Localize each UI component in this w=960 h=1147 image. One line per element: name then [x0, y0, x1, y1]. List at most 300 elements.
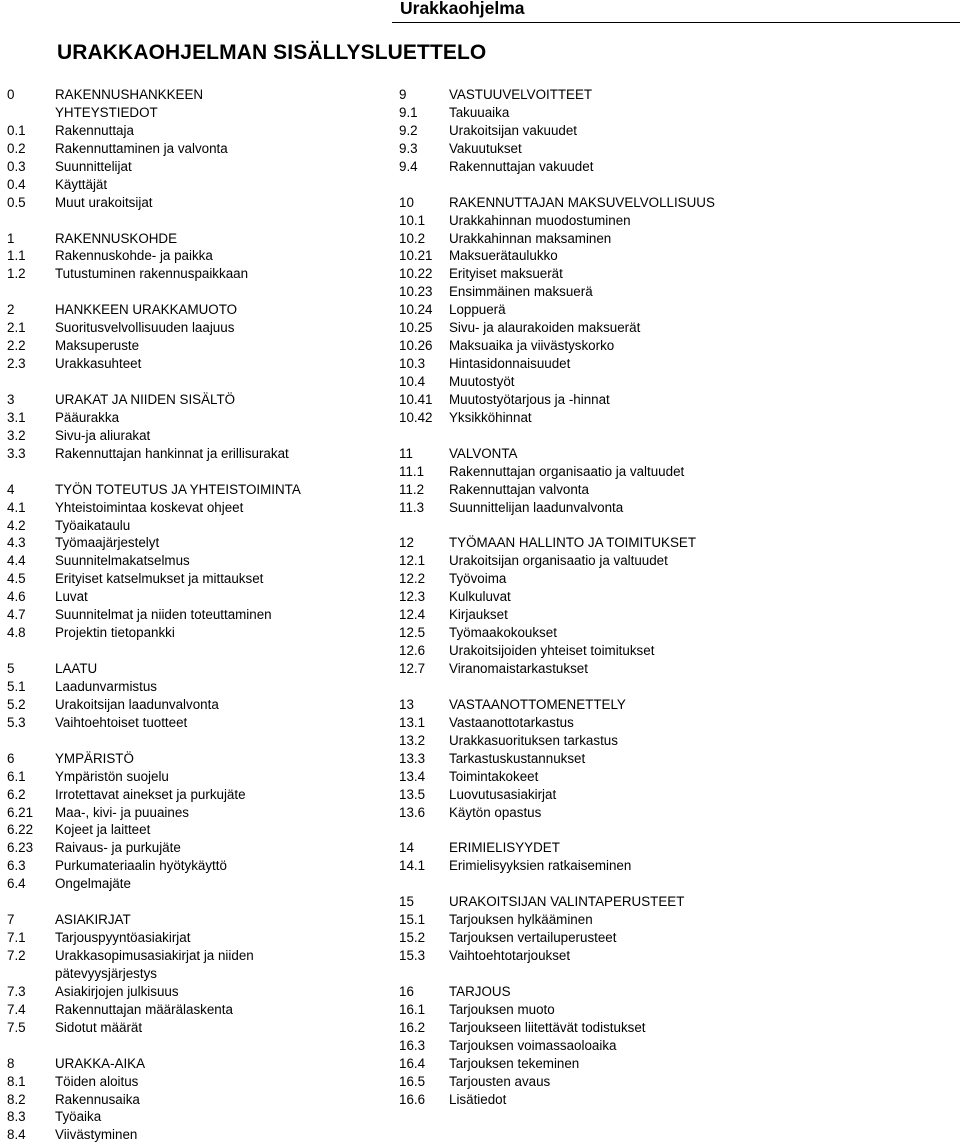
toc-entry-number: 14.1: [399, 858, 426, 874]
toc-entry-number: 2.1: [7, 320, 26, 336]
toc-spacer: [399, 678, 960, 696]
toc-entry-title: Rakennuttajan hankinnat ja erillisurakat: [55, 445, 289, 461]
toc-entry-number: 0.2: [7, 140, 26, 156]
toc-entry-title: Rakennuskohde- ja paikka: [55, 248, 213, 264]
toc-entry-title: TYÖN TOTEUTUS JA YHTEISTOIMINTA: [55, 481, 301, 497]
toc-entry-title: Kirjaukset: [449, 607, 508, 623]
toc-entry-number: 13.3: [399, 750, 426, 766]
toc-entry: [399, 391, 960, 409]
toc-entry-title: ERIMIELISYYDET: [449, 840, 560, 856]
toc-entry: [399, 786, 960, 804]
toc-spacer: [7, 642, 392, 660]
toc-entry: [7, 965, 392, 983]
toc-entry-number: 11.3: [399, 499, 425, 515]
toc-entry-title: Toimintakokeet: [449, 768, 539, 784]
toc-entry: [399, 839, 960, 857]
toc-entry-title: Suunnittelijan laadunvalvonta: [449, 499, 624, 515]
toc-entry-title: Erimielisyyksien ratkaiseminen: [449, 858, 632, 874]
toc-entry-number: 2: [7, 302, 15, 318]
toc-entry-title: Ympäristön suojelu: [55, 768, 169, 784]
toc-entry-number: 10.25: [399, 320, 433, 336]
toc-spacer: [7, 373, 392, 391]
toc-entry-title: Urakkahinnan maksaminen: [449, 230, 612, 246]
toc-entry-title: RAKENNUTTAJAN MAKSUVELVOLLISUUS: [449, 194, 715, 210]
toc-entry-title: Tarjoukseen liitettävät todistukset: [449, 1019, 646, 1035]
toc-entry-number: 6.3: [7, 858, 26, 874]
toc-entry: [399, 714, 960, 732]
toc-entry-title: Maksuperuste: [55, 338, 140, 354]
toc-entry: [399, 1055, 960, 1073]
toc-entry: [399, 804, 960, 822]
toc-entry: [7, 570, 392, 588]
toc-entry: [7, 176, 392, 194]
toc-entry: [399, 768, 960, 786]
toc-entry-number: 5.1: [7, 678, 26, 694]
toc-entry-title: Maa-, kivi- ja puuaines: [55, 804, 189, 820]
toc-entry-title: Muutostyötarjous ja -hinnat: [449, 391, 610, 407]
toc-entry-number: 8.1: [7, 1073, 26, 1089]
toc-entry-number: 16.5: [399, 1073, 426, 1089]
toc-entry-title: Tarjouksen vertailuperusteet: [449, 930, 617, 946]
toc-entry: [399, 355, 960, 373]
toc-entry-title: TARJOUS: [449, 983, 511, 999]
toc-entry: [7, 122, 392, 140]
toc-entry-number: 7.1: [7, 930, 26, 946]
toc-entry-number: 4.2: [7, 517, 26, 533]
toc-entry-title: Suoritusvelvollisuuden laajuus: [55, 320, 235, 336]
toc-entry-title: Hintasidonnaisuudet: [449, 356, 571, 372]
toc-entry: [399, 301, 960, 319]
toc-entry: [399, 857, 960, 875]
toc-entry-title: Sivu-ja aliurakat: [55, 427, 151, 443]
toc-spacer: [7, 1037, 392, 1055]
toc-entry: [7, 911, 392, 929]
toc-spacer: [399, 517, 960, 535]
toc-entry: [7, 337, 392, 355]
toc-entry-title: YHTEYSTIEDOT: [55, 104, 158, 120]
toc-entry-number: 8.3: [7, 1109, 26, 1125]
toc-entry: [7, 606, 392, 624]
toc-entry-title: Tarjouksen hylkääminen: [449, 912, 593, 928]
toc-entry-title: Työmaakokoukset: [449, 625, 557, 641]
toc-entry-number: 0: [7, 87, 15, 102]
toc-entry: [7, 194, 392, 212]
toc-entry: [399, 750, 960, 768]
toc-entry-number: 16.4: [399, 1055, 426, 1071]
toc-entry: [7, 427, 392, 445]
toc-entry: [7, 445, 392, 463]
toc-entry: [7, 301, 392, 319]
toc-entry-title: Muut urakoitsijat: [55, 194, 153, 210]
toc-entry-title: Rakennuttajan määrälaskenta: [55, 1001, 233, 1017]
toc-entry-number: 1.1: [7, 248, 26, 264]
toc-entry-title: Vastaanottotarkastus: [449, 714, 574, 730]
toc-entry-number: 15.2: [399, 930, 426, 946]
toc-entry-title: YMPÄRISTÖ: [55, 750, 134, 766]
page-title: URAKKAOHJELMAN SISÄLLYSLUETTELO: [57, 41, 487, 64]
toc-spacer: [399, 965, 960, 983]
toc-entry-title: TYÖMAAN HALLINTO JA TOIMITUKSET: [449, 535, 697, 551]
toc-entry: [399, 158, 960, 176]
toc-entry: [399, 86, 960, 104]
toc-entry-title: Tarjousten avaus: [449, 1073, 551, 1089]
toc-spacer: [7, 283, 392, 301]
toc-entry-number: 13.5: [399, 786, 426, 802]
toc-entry-title: Pääurakka: [55, 409, 120, 425]
toc-entry-title: Tarjouksen voimassaoloaika: [449, 1037, 617, 1053]
toc-entry-title: Suunnittelijat: [55, 158, 132, 174]
toc-entry-number: 0.4: [7, 176, 26, 192]
toc-entry: [399, 642, 960, 660]
toc-entry-number: 10: [399, 194, 414, 210]
toc-entry-number: 9.4: [399, 158, 418, 174]
toc-entry-number: 16.3: [399, 1037, 426, 1053]
toc-entry: [7, 1126, 392, 1144]
toc-entry-title: LAATU: [55, 661, 98, 676]
toc-entry-title: Viranomaistarkastukset: [449, 661, 588, 676]
toc-entry-number: 10.26: [399, 338, 433, 354]
toc-entry-title: URAKKA-AIKA: [55, 1055, 146, 1071]
toc-entry-title: Takuuaika: [449, 104, 510, 120]
toc-entry-number: 5.2: [7, 696, 26, 712]
toc-entry-number: 10.22: [399, 266, 433, 282]
toc-entry-title: Tarjouksen muoto: [449, 1001, 555, 1017]
toc-right-column: [399, 86, 960, 1108]
toc-entry: [399, 463, 960, 481]
toc-entry: [399, 481, 960, 499]
toc-entry: [7, 499, 392, 517]
toc-entry: [399, 660, 960, 678]
toc-entry-title: Loppuerä: [449, 302, 506, 318]
toc-entry: [7, 857, 392, 875]
toc-entry: [399, 929, 960, 947]
toc-entry-number: 7.4: [7, 1001, 26, 1017]
toc-entry-number: 0.5: [7, 194, 26, 210]
toc-entry-title: Tarjouspyyntöasiakirjat: [55, 930, 191, 946]
toc-entry-number: 4.8: [7, 625, 26, 641]
toc-entry: [7, 768, 392, 786]
toc-entry-title: Yksikköhinnat: [449, 409, 532, 425]
toc-entry-title: Urakoitsijoiden yhteiset toimitukset: [449, 643, 655, 659]
toc-entry-number: 2.3: [7, 356, 26, 372]
toc-entry: [7, 481, 392, 499]
toc-entry-title: Viivästyminen: [55, 1127, 138, 1143]
toc-entry-title: Maksuerätaulukko: [449, 248, 558, 264]
toc-entry-number: 13.4: [399, 768, 426, 784]
toc-entry: [7, 1091, 392, 1109]
toc-entry-title: Suunnitelmakatselmus: [55, 553, 190, 569]
toc-entry: [399, 570, 960, 588]
toc-entry-number: 6.23: [7, 840, 34, 856]
toc-entry: [399, 499, 960, 517]
toc-entry-number: 0.3: [7, 158, 26, 174]
toc-entry: [7, 839, 392, 857]
toc-entry: [7, 552, 392, 570]
toc-entry-title: Tutustuminen rakennuspaikkaan: [55, 266, 249, 282]
toc-entry: [399, 104, 960, 122]
toc-entry-number: 13: [399, 696, 414, 712]
toc-entry-number: 6.4: [7, 876, 26, 892]
toc-entry: [7, 1108, 392, 1126]
toc-entry-title: Irrotettavat ainekset ja purkujäte: [55, 786, 246, 802]
toc-entry-number: 10.2: [399, 230, 426, 246]
toc-entry-number: 12.6: [399, 643, 426, 659]
toc-entry-number: 11.1: [399, 463, 425, 479]
toc-entry-number: 7.3: [7, 983, 26, 999]
toc-entry: [7, 140, 392, 158]
toc-entry: [399, 732, 960, 750]
toc-entry-number: 6.1: [7, 768, 26, 784]
toc-entry: [399, 265, 960, 283]
toc-entry-title: Työaikataulu: [55, 517, 131, 533]
toc-entry-title: VALVONTA: [449, 445, 518, 461]
toc-entry-title: Käyttäjät: [55, 176, 108, 192]
toc-entry-number: 9.1: [399, 104, 418, 120]
toc-entry-title: Vaihtoehtotarjoukset: [449, 948, 571, 963]
toc-entry: [7, 158, 392, 176]
toc-entry-number: 4.1: [7, 499, 26, 515]
toc-entry: [399, 1073, 960, 1091]
toc-entry-title: Tarjouksen tekeminen: [449, 1055, 580, 1071]
toc-entry: [399, 947, 960, 965]
toc-entry-number: 15.1: [399, 912, 426, 928]
toc-entry: [399, 230, 960, 248]
toc-entry-title: Erityiset maksuerät: [449, 266, 563, 282]
toc-entry-number: 6.2: [7, 786, 26, 802]
toc-entry-number: 1: [7, 230, 15, 246]
toc-entry: [399, 283, 960, 301]
toc-entry: [7, 786, 392, 804]
toc-entry: [399, 1001, 960, 1019]
toc-entry-number: 14: [399, 840, 414, 856]
toc-entry: [7, 230, 392, 248]
toc-entry: [7, 660, 392, 678]
toc-entry-title: Urakkasuhteet: [55, 356, 142, 372]
toc-entry: [399, 373, 960, 391]
toc-entry: [399, 534, 960, 552]
toc-entry: [399, 140, 960, 158]
toc-entry-title: Urakkahinnan muodostuminen: [449, 212, 631, 228]
toc-entry: [7, 947, 392, 965]
toc-entry-number: 4: [7, 481, 15, 497]
toc-entry-number: 12.1: [399, 553, 426, 569]
toc-entry-number: 6.22: [7, 822, 34, 838]
toc-entry-number: 12: [399, 535, 414, 551]
toc-entry-title: VASTUUVELVOITTEET: [449, 87, 593, 102]
toc-entry-title: Luovutusasiakirjat: [449, 786, 557, 802]
toc-entry-number: 15: [399, 894, 414, 910]
toc-entry-title: Käytön opastus: [449, 804, 542, 820]
toc-entry-title: VASTAANOTTOMENETTELY: [449, 696, 626, 712]
toc-spacer: [7, 212, 392, 230]
toc-entry-title: Kulkuluvat: [449, 589, 511, 605]
toc-entry: [7, 624, 392, 642]
toc-entry: [7, 929, 392, 947]
toc-entry-title: Urakoitsijan vakuudet: [449, 122, 578, 138]
toc-entry-number: 10.3: [399, 356, 426, 372]
header-title: Urakkaohjelma: [400, 0, 525, 18]
toc-entry: [7, 86, 392, 104]
toc-entry-number: 10.21: [399, 248, 433, 264]
toc-entry-number: 10.24: [399, 302, 433, 318]
toc-entry-title: Työvoima: [449, 571, 507, 587]
toc-entry-number: 12.7: [399, 661, 426, 676]
toc-entry: [7, 534, 392, 552]
toc-entry-title: Projektin tietopankki: [55, 625, 175, 641]
toc-entry-number: 13.6: [399, 804, 426, 820]
toc-entry: [7, 821, 392, 839]
toc-entry-number: 1.2: [7, 266, 26, 282]
toc-entry-title: Urakkasuorituksen tarkastus: [449, 732, 618, 748]
toc-entry: [7, 391, 392, 409]
toc-entry: [7, 1073, 392, 1091]
toc-entry: [7, 750, 392, 768]
toc-entry-title: Rakennuttajan organisaatio ja valtuudet: [449, 463, 685, 479]
toc-entry-number: 8.4: [7, 1127, 26, 1143]
toc-entry-title: Maksuaika ja viivästyskorko: [449, 338, 615, 354]
toc-entry: [7, 517, 392, 535]
toc-entry-number: 16.2: [399, 1019, 426, 1035]
toc-entry-number: 16.1: [399, 1001, 426, 1017]
toc-entry: [7, 1001, 392, 1019]
toc-entry-title: Luvat: [55, 589, 88, 605]
toc-entry-title: Muutostyöt: [449, 374, 515, 389]
toc-entry-title: Yhteistoimintaa koskevat ohjeet: [55, 499, 244, 515]
toc-entry-number: 3: [7, 391, 15, 407]
toc-entry: [7, 678, 392, 696]
toc-entry: [7, 1055, 392, 1073]
toc-entry: [399, 1091, 960, 1109]
toc-entry-number: 3.2: [7, 427, 26, 443]
toc-entry: [7, 983, 392, 1001]
toc-entry-title: RAKENNUSKOHDE: [55, 230, 178, 246]
toc-entry: [399, 911, 960, 929]
toc-entry: [7, 804, 392, 822]
toc-entry-number: 4.7: [7, 607, 26, 623]
toc-entry-title: Rakennuttajan vakuudet: [449, 158, 594, 174]
toc-entry-title: ASIAKIRJAT: [55, 912, 131, 928]
toc-entry-number: 12.2: [399, 571, 426, 587]
toc-left-column: [7, 86, 392, 1144]
toc-entry-title: Rakennuttaminen ja valvonta: [55, 140, 228, 156]
toc-entry-title: Erityiset katselmukset ja mittaukset: [55, 571, 264, 587]
toc-entry-number: 10.23: [399, 284, 433, 300]
toc-entry: [399, 624, 960, 642]
toc-entry-title: Kojeet ja laitteet: [55, 822, 151, 838]
toc-spacer: [7, 893, 392, 911]
toc-entry-title: Vaihtoehtoiset tuotteet: [55, 714, 188, 730]
toc-entry: [399, 337, 960, 355]
toc-entry-number: 5.3: [7, 714, 26, 730]
toc-entry: [399, 194, 960, 212]
toc-entry-number: 5: [7, 661, 15, 676]
toc-entry-number: 8: [7, 1055, 15, 1071]
toc-entry: [7, 319, 392, 337]
toc-entry-number: 13.2: [399, 732, 426, 748]
toc-entry-title: pätevyysjärjestys: [55, 965, 157, 981]
toc-entry-number: 4.3: [7, 535, 26, 551]
toc-entry-title: Urakkasopimusasiakirjat ja niiden: [55, 948, 254, 963]
toc-entry-title: Raivaus- ja purkujäte: [55, 840, 181, 856]
toc-entry-title: Purkumateriaalin hyötykäyttö: [55, 858, 227, 874]
toc-entry-title: Lisätiedot: [449, 1091, 507, 1107]
toc-entry: [399, 409, 960, 427]
toc-entry-number: 11: [399, 445, 413, 461]
toc-entry-number: 16.6: [399, 1091, 426, 1107]
toc-entry: [7, 588, 392, 606]
toc-spacer: [7, 732, 392, 750]
toc-entry-title: Laadunvarmistus: [55, 678, 157, 694]
toc-entry-title: Sidotut määrät: [55, 1019, 143, 1035]
toc-entry-number: 4.5: [7, 571, 26, 587]
toc-entry-number: 8.2: [7, 1091, 26, 1107]
toc-entry: [7, 104, 392, 122]
toc-entry-number: 10.1: [399, 212, 426, 228]
toc-entry-title: Suunnitelmat ja niiden toteuttaminen: [55, 607, 272, 623]
toc-entry: [399, 247, 960, 265]
toc-entry-number: 3.3: [7, 445, 26, 461]
toc-entry: [7, 409, 392, 427]
toc-entry-number: 9: [399, 87, 407, 102]
toc-entry-title: Vakuutukset: [449, 140, 522, 156]
toc-entry: [399, 122, 960, 140]
toc-entry-title: HANKKEEN URAKKAMUOTO: [55, 302, 238, 318]
toc-entry-number: 16: [399, 983, 414, 999]
toc-entry-title: Urakoitsijan laadunvalvonta: [55, 696, 219, 712]
toc-entry-title: Rakennuttajan valvonta: [449, 481, 589, 497]
toc-entry-number: 12.3: [399, 589, 426, 605]
toc-entry: [7, 1019, 392, 1037]
toc-entry-number: 10.42: [399, 409, 433, 425]
toc-entry-title: URAKAT JA NIIDEN SISÄLTÖ: [55, 391, 236, 407]
toc-entry-number: 13.1: [399, 714, 426, 730]
toc-entry: [7, 355, 392, 373]
toc-entry-number: 4.4: [7, 553, 26, 569]
toc-entry-title: Asiakirjojen julkisuus: [55, 983, 179, 999]
toc-entry-number: 9.3: [399, 140, 418, 156]
toc-spacer: [399, 176, 960, 194]
toc-entry: [399, 983, 960, 1001]
toc-spacer: [7, 463, 392, 481]
toc-entry: [399, 1019, 960, 1037]
toc-entry: [7, 696, 392, 714]
toc-entry-number: 9.2: [399, 122, 418, 138]
toc-entry-title: Työaika: [55, 1109, 102, 1125]
toc-entry-number: 7.5: [7, 1019, 26, 1035]
toc-entry-number: 7.2: [7, 948, 26, 963]
toc-entry: [7, 875, 392, 893]
toc-entry: [399, 893, 960, 911]
toc-entry-number: 15.3: [399, 948, 426, 963]
toc-entry-title: Rakennuttaja: [55, 122, 134, 138]
toc-entry-number: 12.5: [399, 625, 426, 641]
toc-entry-title: Urakoitsijan organisaatio ja valtuudet: [449, 553, 668, 569]
toc-entry: [399, 552, 960, 570]
toc-entry-title: Töiden aloitus: [55, 1073, 139, 1089]
toc-entry-title: URAKOITSIJAN VALINTAPERUSTEET: [449, 894, 685, 910]
toc-entry: [399, 445, 960, 463]
toc-entry-title: Sivu- ja alaurakoiden maksuerät: [449, 320, 641, 336]
toc-entry-title: RAKENNUSHANKKEEN: [55, 87, 204, 102]
toc-entry: [399, 696, 960, 714]
toc-entry-title: Rakennusaika: [55, 1091, 140, 1107]
toc-entry-title: Tarkastuskustannukset: [449, 750, 586, 766]
toc-entry-title: Ongelmajäte: [55, 876, 131, 892]
toc-entry-number: 0.1: [7, 122, 26, 138]
toc-entry-title: Työmaajärjestelyt: [55, 535, 160, 551]
toc-entry-number: 7: [7, 912, 15, 928]
toc-entry: [399, 319, 960, 337]
